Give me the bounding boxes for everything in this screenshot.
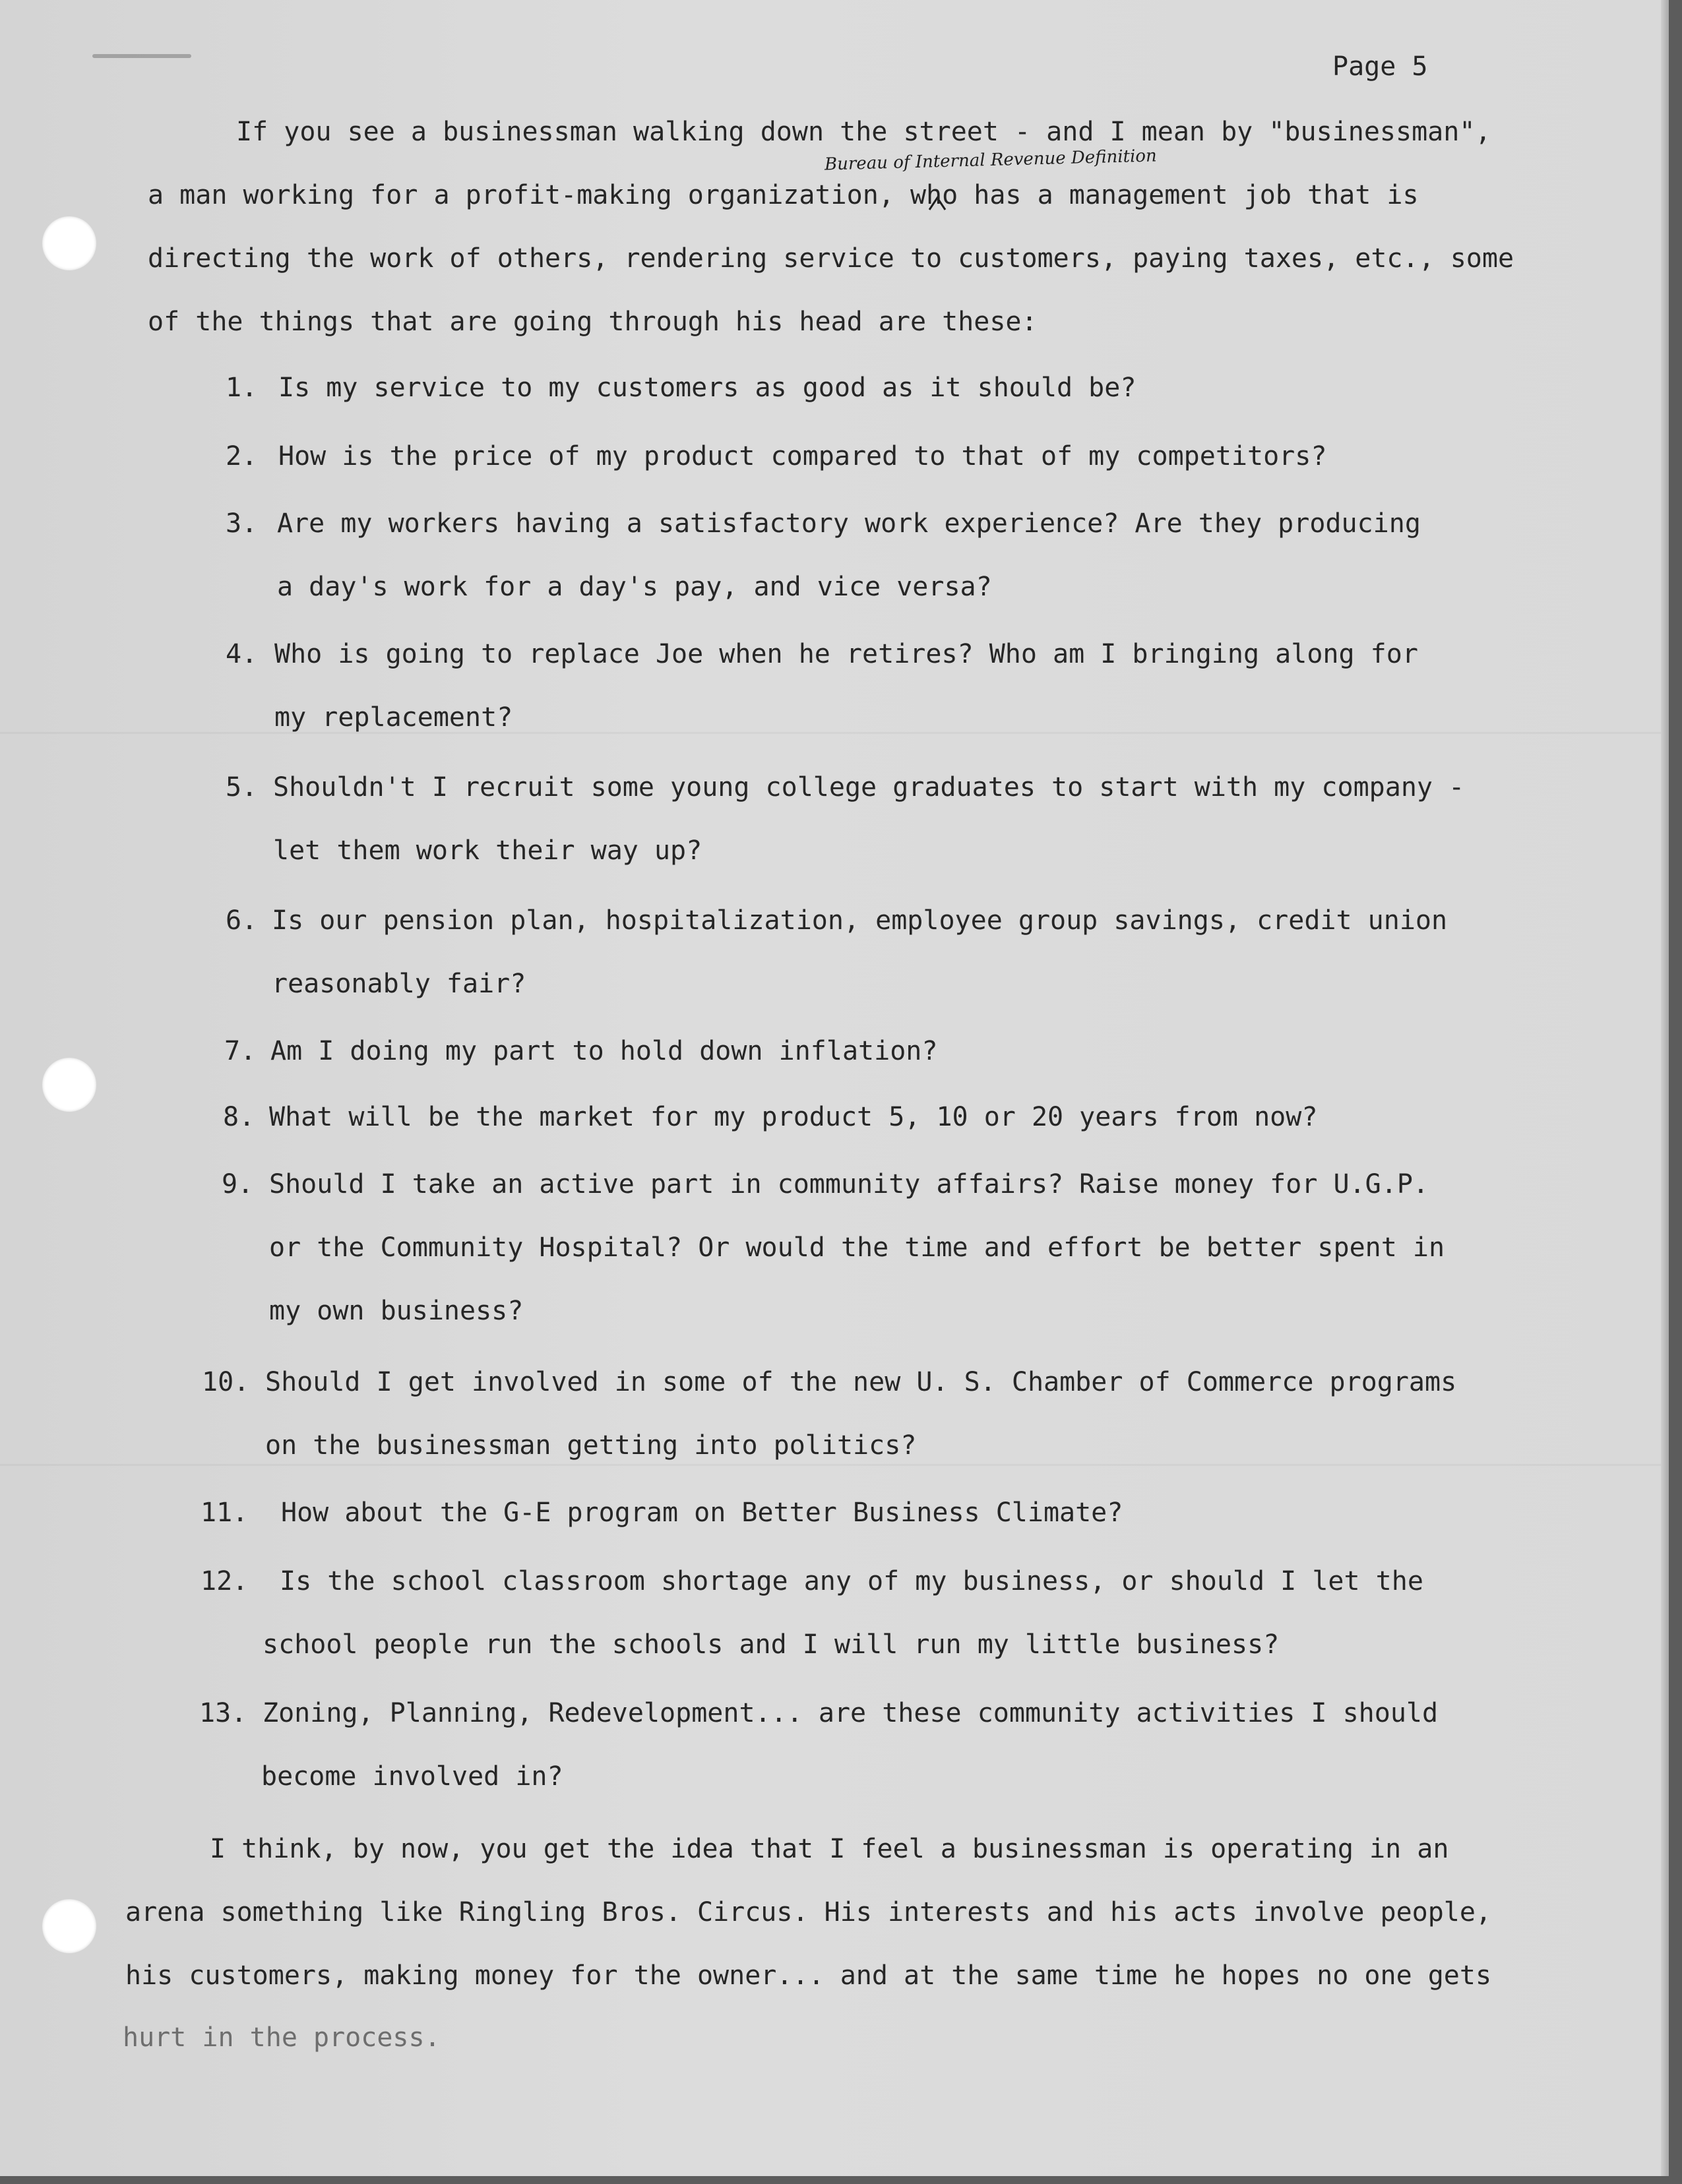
intro-line: directing the work of others, rendering service to customers, paying taxes, etc., some: [148, 243, 1514, 274]
closing-line: hurt in the process.: [123, 2022, 441, 2053]
item-number: 6.: [226, 905, 258, 936]
item-text: school people run the schools and I will run my little business?: [263, 1629, 1280, 1660]
intro-line: If you see a businessman walking down the street - and I mean by "businessman",: [236, 117, 1491, 147]
item-number: 3.: [226, 508, 258, 539]
item-text: Is my service to my customers as good as it should be?: [278, 373, 1137, 403]
item-text: What will be the market for my product 5, 10 or 20 years from now?: [269, 1102, 1318, 1132]
item-text: a day's work for a day's pay, and vice versa?: [277, 572, 992, 602]
closing-line: arena something like Ringling Bros. Circus. His interests and his acts involve people,: [125, 1897, 1492, 1927]
item-text: or the Community Hospital? Or would the time and effort be better spent in: [269, 1232, 1445, 1263]
closing-line: I think, by now, you get the idea that I feel a businessman is operating in an: [210, 1834, 1449, 1864]
paper-fold: [0, 1464, 1669, 1466]
paper-fold: [0, 732, 1669, 734]
item-number: 12.: [201, 1566, 249, 1596]
item-text: Are my workers having a satisfactory work experience? Are they producing: [277, 508, 1421, 539]
item-number: 4.: [226, 639, 258, 669]
item-text: reasonably fair?: [272, 969, 526, 999]
item-text: Zoning, Planning, Redevelopment... are these community activities I should: [263, 1698, 1439, 1728]
item-text: my own business?: [269, 1296, 524, 1326]
item-text: Who is going to replace Joe when he retires? Who am I bringing along for: [274, 639, 1418, 669]
item-number: 11.: [201, 1498, 249, 1528]
item-text: let them work their way up?: [273, 835, 702, 866]
handwritten-annotation: Bureau of Internal Revenue Definition: [824, 146, 1158, 175]
punch-hole: [42, 216, 96, 270]
item-text: How about the G-E program on Better Business Climate?: [281, 1498, 1123, 1528]
item-text: become involved in?: [261, 1761, 563, 1792]
punch-hole: [42, 1899, 96, 1953]
item-number: 7.: [224, 1036, 257, 1066]
item-text: Should I take an active part in community affairs? Raise money for U.G.P.: [269, 1169, 1429, 1199]
intro-line: of the things that are going through his head are these:: [148, 307, 1038, 337]
punch-hole: [42, 1058, 96, 1112]
closing-line: his customers, making money for the owner... and at the same time he hopes no one gets: [125, 1960, 1492, 1991]
item-text: on the businessman getting into politics?: [265, 1430, 917, 1461]
item-text: Is the school classroom shortage any of my business, or should I let the: [280, 1566, 1423, 1596]
ink-smudge: [92, 54, 191, 58]
item-number: 1.: [226, 373, 258, 403]
item-text: Should I get involved in some of the new U. S. Chamber of Commerce programs: [265, 1367, 1457, 1397]
item-number: 9.: [222, 1169, 254, 1199]
item-number: 8.: [223, 1102, 255, 1132]
item-text: How is the price of my product compared to that of my competitors?: [278, 441, 1327, 471]
item-number: 5.: [226, 772, 258, 803]
item-text: Shouldn't I recruit some young college graduates to start with my company -: [273, 772, 1465, 803]
item-number: 13.: [199, 1698, 247, 1728]
item-text: Is our pension plan, hospitalization, employee group savings, credit union: [272, 905, 1448, 936]
item-number: 10.: [202, 1367, 250, 1397]
item-text: my replacement?: [274, 702, 513, 733]
item-number: 2.: [226, 441, 258, 471]
page-number: Page 5: [1332, 51, 1428, 82]
item-text: Am I doing my part to hold down inflation?: [270, 1036, 938, 1066]
intro-line: a man working for a profit-making organization, who has a management job that is: [148, 180, 1419, 210]
